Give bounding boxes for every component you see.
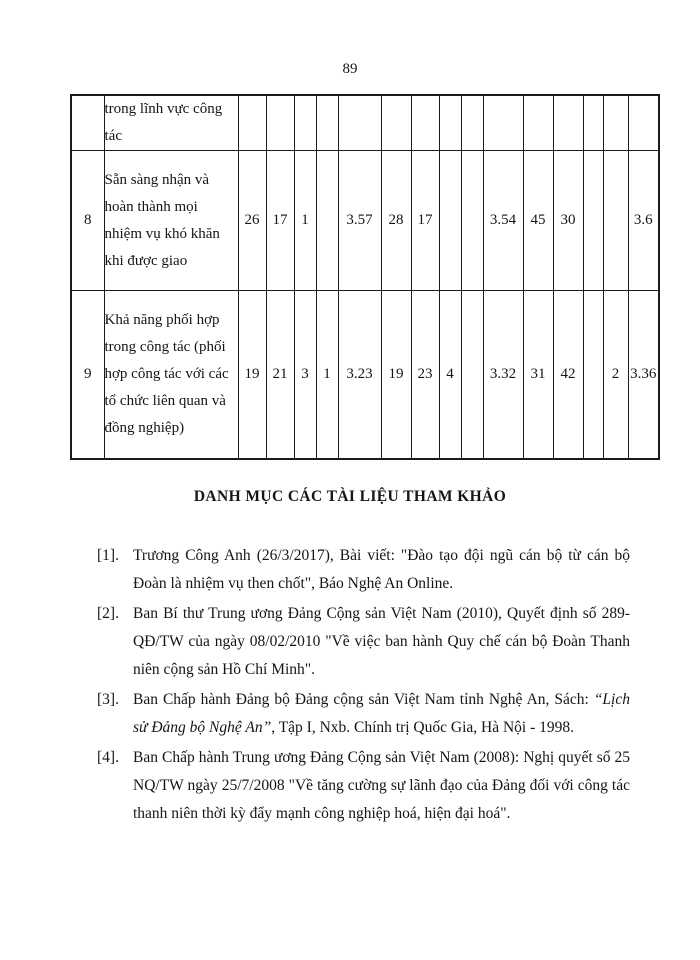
value-cell: 17 xyxy=(266,151,294,291)
reference-marker: [4]. xyxy=(97,748,119,766)
value-cell: 4 xyxy=(439,291,461,459)
table-row xyxy=(71,95,659,151)
value-cell: 3 xyxy=(294,291,316,459)
survey-table xyxy=(70,94,660,460)
value-cell xyxy=(603,151,628,291)
reference-text-segment: Trương Công Anh (26/3/2017), Bài viết: "Đào tạo đội ngũ cán bộ từ cán bộ Đoàn là nhiệm vụ then chốt", Báo Nghệ An Online. xyxy=(133,546,630,592)
value-cell xyxy=(294,95,316,151)
value-cell xyxy=(461,291,483,459)
table-row xyxy=(71,291,659,459)
value-cell xyxy=(411,95,439,151)
value-cell: 3.36 xyxy=(628,291,659,459)
reference-text xyxy=(133,686,630,742)
value-cell xyxy=(316,95,338,151)
reference-text xyxy=(133,542,630,598)
reference-marker: [1]. xyxy=(97,546,119,564)
value-cell: 1 xyxy=(316,291,338,459)
reference-text xyxy=(133,600,630,684)
value-cell xyxy=(553,95,583,151)
reference-text-segment: Ban Chấp hành Trung ương Đảng Cộng sản Việt Nam (2008): Nghị quyết số 25 NQ/TW ngày 25/7/2008 "Về tăng cường sự lãnh đạo của Đảng đối với công tác thanh niên thời kỳ đẩy mạnh công nghiệp hoá, hiện đại hoá". xyxy=(133,748,630,822)
value-cell xyxy=(461,151,483,291)
value-cell: 3.23 xyxy=(338,291,381,459)
reference-marker: [2]. xyxy=(97,604,119,622)
value-cell xyxy=(439,95,461,151)
value-cell: 31 xyxy=(523,291,553,459)
reference-text-segment: , Tập I, Nxb. Chính trị Quốc Gia, Hà Nội - 1998. xyxy=(271,718,574,736)
value-cell xyxy=(238,95,266,151)
page-number: 89 xyxy=(342,61,358,77)
row-number-cell: 8 xyxy=(71,151,104,291)
reference-item xyxy=(97,600,630,684)
reference-item xyxy=(97,542,630,598)
reference-text-segment: Ban Bí thư Trung ương Đảng Cộng sản Việt Nam (2010), Quyết định số 289-QĐ/TW của ngày 08/02/2010 "Về việc ban hành Quy chế cán bộ Đoàn Thanh niên cộng sản Hồ Chí Minh". xyxy=(133,604,630,678)
value-cell xyxy=(316,151,338,291)
value-cell xyxy=(603,95,628,151)
value-cell: 19 xyxy=(381,291,411,459)
value-cell: 30 xyxy=(553,151,583,291)
reference-text xyxy=(133,744,630,828)
value-cell: 3.32 xyxy=(483,291,523,459)
references-title: DANH MỤC CÁC TÀI LIỆU THAM KHẢO xyxy=(193,487,507,505)
reference-text-segment: Ban Chấp hành Đảng bộ Đảng cộng sản Việt Nam tỉnh Nghệ An, Sách: xyxy=(133,690,594,708)
row-number-cell xyxy=(71,95,104,151)
value-cell xyxy=(338,95,381,151)
value-cell: 26 xyxy=(238,151,266,291)
value-cell: 17 xyxy=(411,151,439,291)
table-row xyxy=(71,151,659,291)
value-cell xyxy=(439,151,461,291)
references-list xyxy=(97,542,630,828)
value-cell xyxy=(583,95,603,151)
value-cell xyxy=(381,95,411,151)
value-cell: 21 xyxy=(266,291,294,459)
value-cell: 45 xyxy=(523,151,553,291)
value-cell xyxy=(628,95,659,151)
value-cell: 23 xyxy=(411,291,439,459)
value-cell xyxy=(483,95,523,151)
reference-title-italic: “Lịch sử Đảng bộ Nghệ An” xyxy=(133,690,630,736)
value-cell: 3.54 xyxy=(483,151,523,291)
value-cell: 42 xyxy=(553,291,583,459)
value-cell: 1 xyxy=(294,151,316,291)
reference-item xyxy=(97,686,630,742)
reference-marker: [3]. xyxy=(97,690,119,708)
value-cell: 19 xyxy=(238,291,266,459)
criterion-label-cell: Khả năng phối hợp trong công tác (phối hợp công tác với các tổ chức liên quan và đồng nghiệp) xyxy=(104,291,238,459)
value-cell: 2 xyxy=(603,291,628,459)
value-cell xyxy=(266,95,294,151)
value-cell: 3.6 xyxy=(628,151,659,291)
reference-item xyxy=(97,744,630,828)
value-cell xyxy=(583,151,603,291)
row-number-cell: 9 xyxy=(71,291,104,459)
value-cell: 3.57 xyxy=(338,151,381,291)
value-cell xyxy=(461,95,483,151)
survey-table-body xyxy=(71,95,659,459)
value-cell: 28 xyxy=(381,151,411,291)
value-cell xyxy=(583,291,603,459)
criterion-label-cell: trong lĩnh vực công tác xyxy=(104,95,238,151)
value-cell xyxy=(523,95,553,151)
criterion-label-cell: Sẵn sàng nhận và hoàn thành mọi nhiệm vụ khó khăn khi được giao xyxy=(104,151,238,291)
